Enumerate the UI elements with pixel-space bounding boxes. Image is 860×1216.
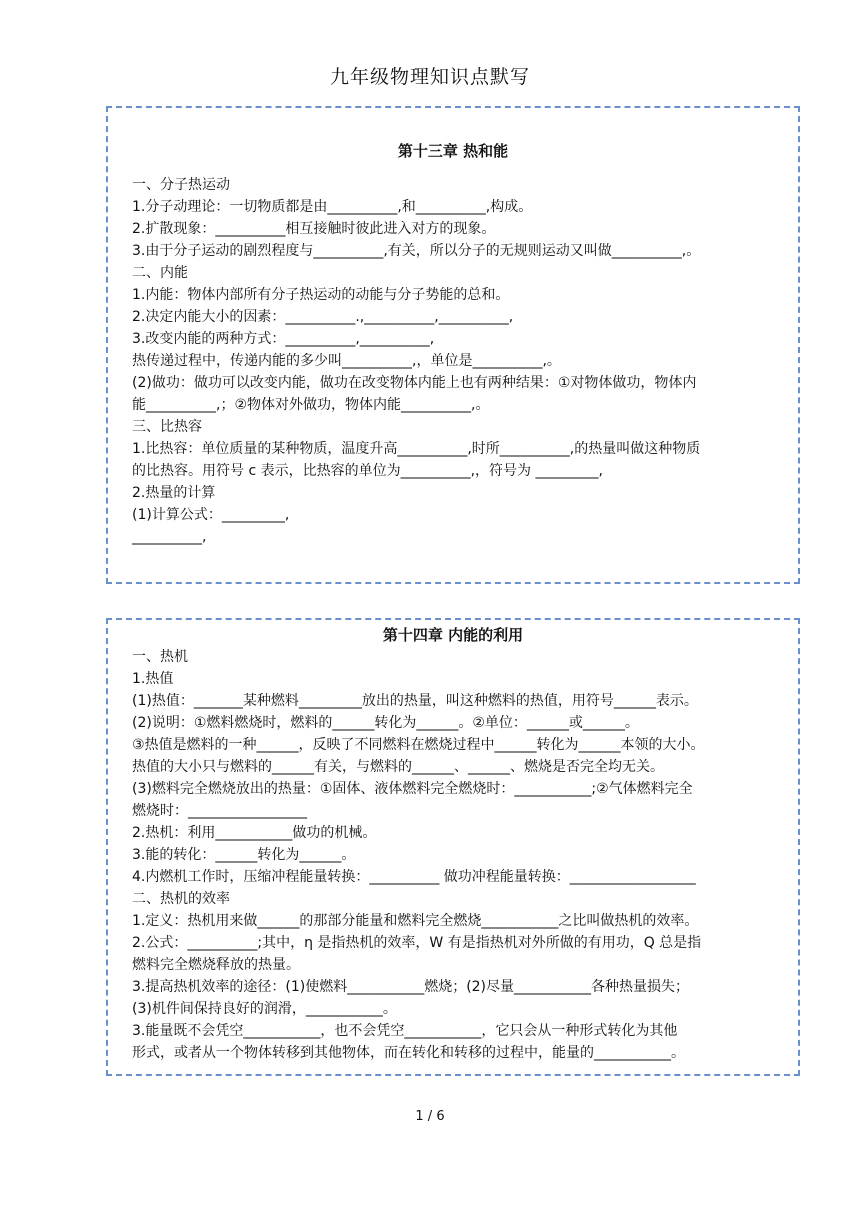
section-heading: 三、比热容 — [132, 419, 202, 435]
text-line: (3)机件间保持良好的润滑，___________。 — [132, 1001, 397, 1017]
text-line: 形式，或者从一个物体转移到其他物体，而在转化和转移的过程中，能量的___________。 — [132, 1045, 685, 1061]
text-line: 1.热值 — [132, 671, 174, 687]
chapter-13-title: 第十三章 热和能 — [397, 142, 509, 160]
text-line: 热值的大小只与燃料的______有关，与燃料的______、______、燃烧是否完全均无关。 — [132, 759, 664, 775]
text-line: __________, — [132, 529, 207, 545]
text-line: 燃烧时：_________________ — [132, 803, 307, 819]
text-line: (3)燃料完全燃烧放出的热量：①固体、液体燃料完全燃烧时：___________;②气体燃料完全 — [132, 781, 693, 797]
text-line: 热传递过程中，传递内能的多少叫__________,，单位是__________,。 — [132, 353, 561, 369]
text-line: (1)热值：_______某种燃料_________放出的热量，叫这种燃料的热值，用符号______表示。 — [132, 693, 698, 709]
text-line: 2.热量的计算 — [132, 485, 216, 501]
text-line: 3.能的转化：______转化为______。 — [132, 847, 356, 863]
text-line: 2.扩散现象：__________相互接触时彼此进入对方的现象。 — [132, 221, 496, 237]
section-heading: 一、热机 — [132, 649, 188, 665]
text-line: 3.能量既不会凭空___________，也不会凭空___________，它只会从一种形式转化为其他 — [132, 1023, 678, 1039]
section-heading: 二、热机的效率 — [132, 891, 230, 907]
text-line: 能__________,；②物体对外做功，物体内能__________,。 — [132, 397, 490, 413]
text-line: 3.提高热机效率的途径：(1)使燃料___________燃烧；(2)尽量___________各种热量损失； — [132, 979, 690, 995]
chapter-13-content — [132, 174, 798, 548]
chapter-14-title: 第十四章 内能的利用 — [382, 626, 524, 644]
document-title: 九年级物理知识点默写 — [329, 66, 530, 88]
text-line: 1.分子动理论：一切物质都是由__________,和__________,构成。 — [132, 199, 533, 215]
text-line: 1.定义：热机用来做______的那部分能量和燃料完全燃烧___________之比叫做热机的效率。 — [132, 913, 699, 929]
chapter-14-box — [106, 618, 800, 1076]
text-line: 2.公式：__________;其中，η 是指热机的效率，W 有是指热机对外所做的有用功，Q 总是指 — [132, 935, 702, 951]
text-line: 3.由于分子运动的剧烈程度与__________,有关，所以分子的无规则运动又叫做__________,。 — [132, 243, 701, 259]
text-line: 2.热机：利用___________做功的机械。 — [132, 825, 377, 841]
text-line: (1)计算公式：_________, — [132, 507, 290, 523]
chapter-13-box — [106, 106, 800, 584]
chapter-14-content — [132, 646, 798, 1064]
text-line: 1.比热容：单位质量的某种物质，温度升高__________,时所__________,的热量叫做这种物质 — [132, 441, 701, 457]
section-heading: 二、内能 — [132, 265, 188, 281]
text-line: ③热值是燃料的一种______，反映了不同燃料在燃烧过程中______转化为______本领的大小。 — [132, 737, 705, 753]
text-line: 4.内燃机工作时，压缩冲程能量转换：__________ 做功冲程能量转换：__________________ — [132, 869, 696, 885]
text-line: (2)做功：做功可以改变内能，做功在改变物体内能上也有两种结果：①对物体做功，物体内 — [132, 375, 697, 391]
section-heading: 一、分子热运动 — [132, 177, 230, 193]
text-line: 燃料完全燃烧释放的热量。 — [132, 957, 300, 973]
text-line: 2.决定内能大小的因素：__________.,__________,__________, — [132, 309, 514, 325]
text-line: (2)说明：①燃料燃烧时，燃料的______转化为______。②单位：______或______。 — [132, 715, 639, 731]
text-line: 3.改变内能的两种方式：__________,__________, — [132, 331, 435, 347]
page-number: 1 / 6 — [415, 1109, 445, 1124]
text-line: 的比热容。用符号 c 表示，比热容的单位为__________,，符号为 _________, — [132, 463, 603, 479]
text-line: 1.内能：物体内部所有分子热运动的动能与分子势能的总和。 — [132, 287, 510, 303]
